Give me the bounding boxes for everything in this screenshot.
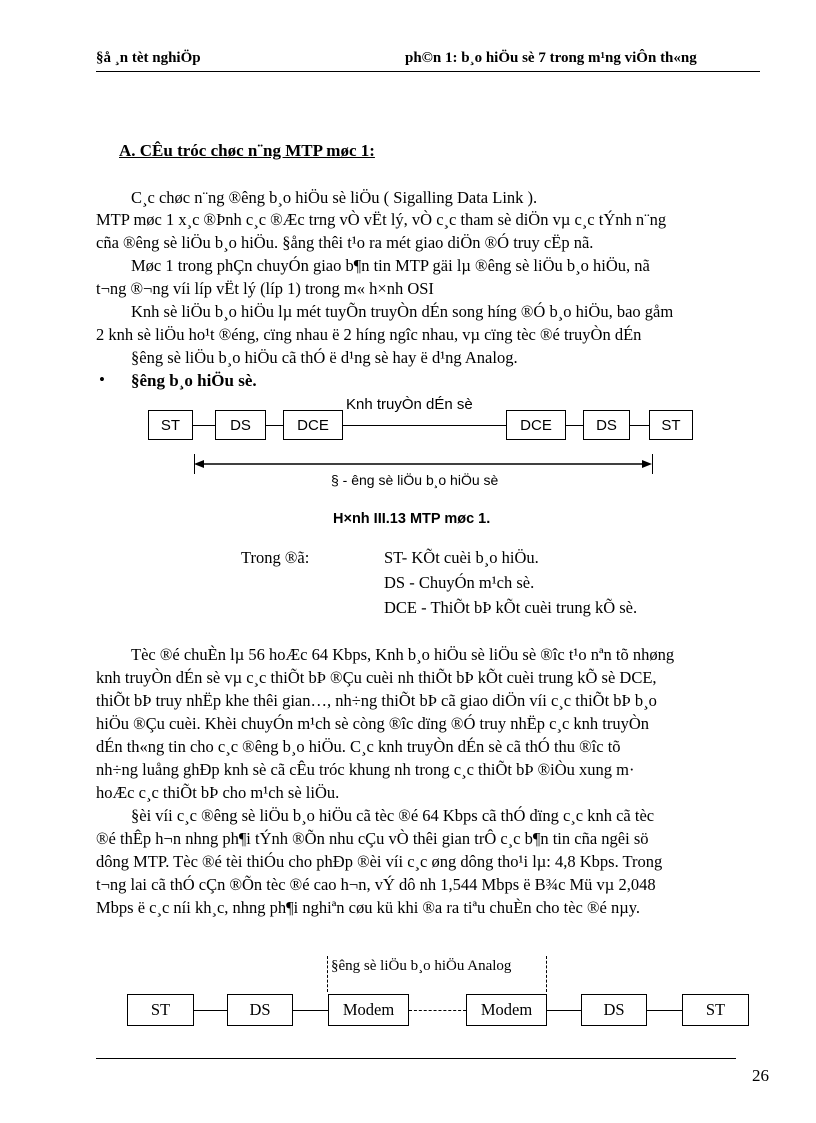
box-label: Modem bbox=[342, 1000, 395, 1019]
connector bbox=[647, 1010, 682, 1011]
box-label: DS bbox=[603, 1000, 625, 1019]
box-st-left bbox=[148, 410, 193, 440]
paragraph-line: dÉn th«ng tin cho c¸c ®êng b¸o hiÖu. C¸c knh truyÒn dÉn sè cã thÓ thu ®îc tõ bbox=[96, 737, 621, 756]
legend-item: ST- KÕt cuèi b¸o hiÖu. bbox=[384, 548, 539, 567]
paragraph-line: Mbps ë c¸c níi kh¸c, nhng ph¶i nghiªn cøu kü khi ®a ra tiªu chuÈn cho tèc ®é nµy. bbox=[96, 898, 641, 917]
box-label: DS bbox=[596, 416, 617, 434]
box-label: DCE bbox=[297, 416, 329, 434]
box-st-right bbox=[682, 994, 749, 1026]
header-right: ph©n 1: b¸o hiÖu sè 7 trong m¹ng viÔn th«ng bbox=[405, 50, 697, 66]
analog-label: §êng sè liÖu b¸o hiÖu Analog bbox=[331, 958, 512, 974]
paragraph-line: MTP møc 1 x¸c ®Þnh c¸c ®Æc trng vÒ vËt lý, vÒ c¸c tham sè diÖn vµ c¸c tÝnh n¨ng bbox=[96, 210, 667, 229]
connector bbox=[566, 425, 583, 426]
paragraph-line: dông MTP. Tèc ®é tèi thiÓu cho phÐp ®èi víi c¸c øng dông tho¹i lµ: 4,8 Kbps. Trong bbox=[96, 852, 663, 871]
legend-item: DS - ChuyÓn m¹ch sè. bbox=[384, 573, 535, 592]
page-number: 26 bbox=[752, 1066, 769, 1085]
paragraph-line: C¸c chøc n¨ng ®êng b¸o hiÖu sè liÖu ( Sigalling Data Link ). bbox=[131, 188, 538, 207]
paragraph-line: 2 knh sè liÖu ho¹t ®éng, cïng nhau ë 2 híng ngîc nhau, vµ cïng tèc ®é truyÒn dÉn bbox=[96, 325, 642, 344]
box-st-right bbox=[649, 410, 693, 440]
connector bbox=[293, 1010, 328, 1011]
connector bbox=[194, 1010, 227, 1011]
paragraph-line: ®é thÊp h¬n nhng ph¶i tÝnh ®Õn nhu cÇu vÒ thêi gian trÔ c¸c b¶n tin cña ngêi sö bbox=[96, 829, 649, 848]
box-ds-left bbox=[227, 994, 293, 1026]
box-label: ST bbox=[661, 416, 681, 434]
box-label: Modem bbox=[480, 1000, 533, 1019]
analog-line bbox=[409, 1010, 466, 1011]
box-ds-right bbox=[581, 994, 647, 1026]
dashed-marker-left bbox=[327, 956, 328, 992]
connector bbox=[193, 425, 215, 426]
box-dce-right bbox=[506, 410, 566, 440]
bullet-title: §êng b¸o hiÖu sè. bbox=[131, 371, 257, 390]
box-st-left bbox=[127, 994, 194, 1026]
paragraph-line: t¬ng ®¬ng víi líp vËt lý (líp 1) trong m« h×nh OSI bbox=[96, 279, 434, 298]
channel-label: Knh truyÒn dÉn sè bbox=[346, 396, 473, 413]
box-ds-right bbox=[583, 410, 630, 440]
paragraph-line: §èi víi c¸c ®êng sè liÖu b¸o hiÖu cã tèc ®é 64 Kbps cã thÓ dïng c¸c knh cã tèc bbox=[131, 806, 655, 825]
section-title: A. CÊu tróc chøc n¨ng MTP møc 1: bbox=[119, 141, 375, 160]
box-modem-right bbox=[466, 994, 547, 1026]
footer-rule bbox=[96, 1058, 736, 1059]
span-label: § - êng sè liÖu b¸o hiÖu sè bbox=[331, 472, 499, 488]
box-label: DCE bbox=[520, 416, 552, 434]
dashed-marker-right bbox=[546, 956, 547, 992]
bullet-marker: • bbox=[99, 370, 105, 389]
paragraph-line: cña ®êng sè liÖu b¸o hiÖu. §ång thêi t¹o ra mét giao diÖn ®Ó truy cËp nã. bbox=[96, 233, 594, 252]
header-rule bbox=[96, 71, 760, 72]
connector bbox=[266, 425, 283, 426]
box-label: DS bbox=[249, 1000, 271, 1019]
legend-item: DCE - ThiÕt bÞ kÕt cuèi trung kÕ sè. bbox=[384, 598, 638, 617]
connector bbox=[547, 1010, 581, 1011]
box-label: ST bbox=[705, 1000, 726, 1019]
box-modem-left bbox=[328, 994, 409, 1026]
paragraph-line: §êng sè liÖu b¸o hiÖu cã thÓ ë d¹ng sè hay ë d¹ng Analog. bbox=[131, 348, 518, 367]
paragraph-line: t¬ng lai cã thÓ cÇn ®Õn tèc ®é cao h¬n, vÝ dô nh 1,544 Mbps ë B¾c Mü vµ 2,048 bbox=[96, 875, 656, 894]
box-ds-left bbox=[215, 410, 266, 440]
box-label: ST bbox=[150, 1000, 171, 1019]
legend-intro: Trong ®ã: bbox=[241, 548, 310, 567]
span-arrow bbox=[194, 457, 654, 471]
paragraph-line: thiÕt bÞ truy nhËp khe thêi gian…, nh÷ng thiÕt bÞ cã giao diÖn víi c¸c thiÕt bÞ b¸o bbox=[96, 691, 657, 710]
header-left: §å ¸n tèt nghiÖp bbox=[96, 50, 201, 66]
paragraph-line: hiÖu ®Çu cuèi. Khèi chuyÓn m¹ch sè còng ®îc dïng ®Ó truy nhËp c¸c knh truyÒn bbox=[96, 714, 650, 733]
channel-line bbox=[343, 425, 506, 426]
box-label: ST bbox=[160, 416, 181, 434]
paragraph-line: Knh sè liÖu b¸o hiÖu lµ mét tuyÕn truyÒn dÉn song híng ®Ó b¸o hiÖu, bao gåm bbox=[131, 302, 674, 321]
paragraph-line: nh÷ng luång ghÐp knh sè cã cÊu tróc khung nh trong c¸c thiÕt bÞ ®iÒu xung m· bbox=[96, 760, 635, 779]
paragraph-line: Møc 1 trong phÇn chuyÓn giao b¶n tin MTP gäi lµ ®êng sè liÖu b¸o hiÖu, nã bbox=[131, 256, 650, 275]
figure-caption: H×nh III.13 MTP møc 1. bbox=[333, 511, 491, 527]
box-label: DS bbox=[230, 416, 251, 434]
paragraph-line: knh truyÒn dÉn sè vµ c¸c thiÕt bÞ ®Çu cuèi nh thiÕt bÞ kÕt cuèi trung kÕ sè DCE, bbox=[96, 668, 657, 687]
box-dce-left bbox=[283, 410, 343, 440]
paragraph-line: hoÆc c¸c thiÕt bÞ cho m¹ch sè liÖu. bbox=[96, 783, 340, 802]
connector bbox=[630, 425, 649, 426]
paragraph-line: Tèc ®é chuÈn lµ 56 hoÆc 64 Kbps, Knh b¸o hiÖu sè liÖu sè ®îc t¹o nªn tõ nhøng bbox=[131, 645, 675, 664]
